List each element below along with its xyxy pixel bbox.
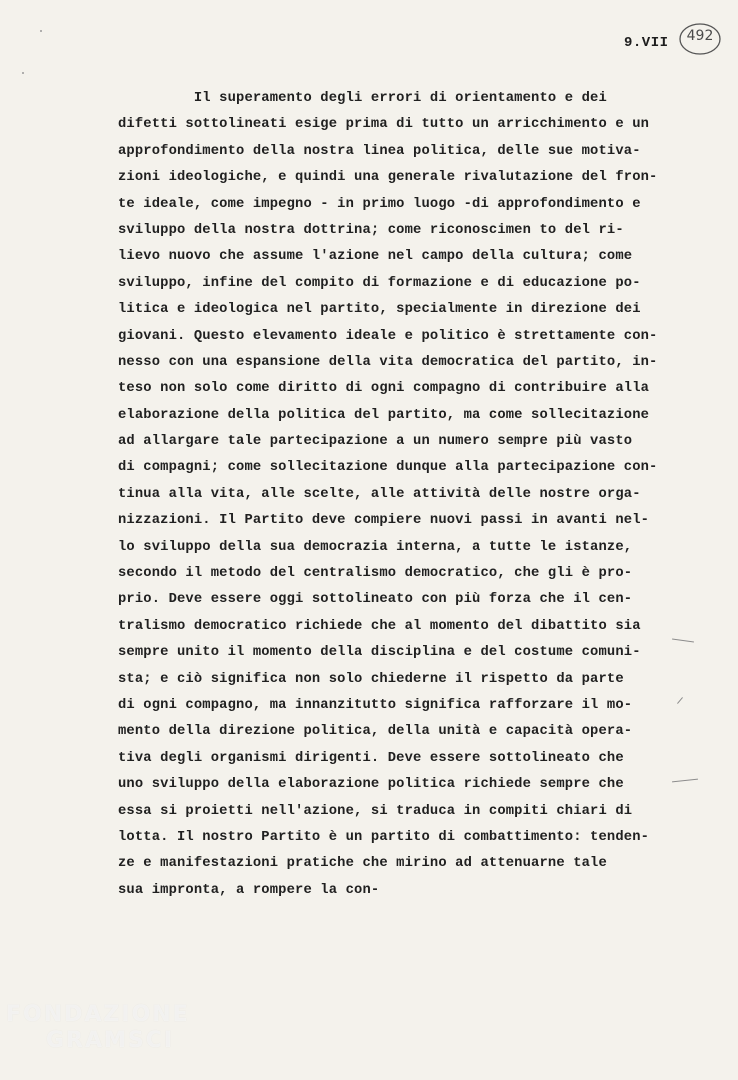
text-line: nizzazioni. Il Partito deve compiere nuovi passi in avanti nel-: [118, 513, 650, 529]
text-line: tralismo democratico richiede che al momento del dibattito sia: [118, 618, 641, 634]
archive-number: 492: [686, 28, 714, 44]
watermark-logo: [6, 1002, 190, 1054]
text-line: prio. Deve essere oggi sottolineato con più forza che il cen-: [118, 592, 633, 608]
text-line: sta; e ciò significa non solo chiederne il rispetto da parte: [118, 671, 624, 687]
text-line: essa si proietti nell'azione, si traduca in compiti chiari di: [118, 803, 633, 819]
text-line: te ideale, come impegno - in primo luogo -di approfondimento e: [118, 196, 641, 212]
text-line: sviluppo, infine del compito di formazione e di educazione po-: [118, 275, 641, 291]
text-line: sempre unito il momento della disciplina e del costume comuni-: [118, 645, 641, 661]
text-line: elaborazione della politica del partito, ma come sollecitazione: [118, 407, 650, 423]
text-line: sua impronta, a rompere la con-: [118, 882, 380, 898]
text-line: ad allargare tale partecipazione a un numero sempre più vasto: [118, 434, 633, 450]
text-line: sviluppo della nostra dottrina; come riconoscimen to del ri-: [118, 222, 624, 238]
text-line: mento della direzione politica, della unità e capacità opera-: [118, 724, 633, 740]
text-line: teso non solo come diritto di ogni compagno di contribuire alla: [118, 381, 650, 397]
text-line: tiva degli organismi dirigenti. Deve essere sottolineato che: [118, 750, 624, 766]
text-line: ze e manifestazioni pratiche che mirino ad attenuarne tale: [118, 856, 607, 872]
text-line: giovani. Questo elevamento ideale e politico è strettamente con-: [118, 328, 658, 344]
typewritten-body: [118, 86, 678, 904]
paper-speck: [40, 30, 42, 32]
text-line: litica e ideologica nel partito, specialmente in direzione dei: [118, 302, 641, 318]
text-line: nesso con una espansione della vita democratica del partito, in-: [118, 354, 658, 370]
text-line: zioni ideologiche, e quindi una generale rivalutazione del fron-: [118, 170, 658, 186]
text-line: di ogni compagno, ma innanzitutto significa rafforzare il mo-: [118, 697, 633, 713]
text-line: tinua alla vita, alle scelte, alle attività delle nostre orga-: [118, 486, 641, 502]
watermark-line: FONDAZIONE: [6, 1002, 190, 1027]
text-line: lo sviluppo della sua democrazia interna, a tutte le istanze,: [118, 539, 633, 555]
text-line: secondo il metodo del centralismo democratico, che gli è pro-: [118, 566, 633, 582]
text-line: lotta. Il nostro Partito è un partito di combattimento: tenden-: [118, 829, 650, 845]
archive-number-stamp: [677, 20, 723, 58]
text-line: di compagni; come sollecitazione dunque alla partecipazione con-: [118, 460, 658, 476]
text-line: approfondimento della nostra linea politica, delle sue motiva-: [118, 143, 641, 159]
text-line: uno sviluppo della elaborazione politica richiede sempre che: [118, 777, 624, 793]
watermark-line: GRAMSCI: [46, 1028, 175, 1053]
page-number: 9.VII: [624, 35, 669, 51]
paper-speck: [22, 72, 24, 74]
text-line: difetti sottolineati esige prima di tutto un arricchimento e un: [118, 117, 650, 133]
text-line: Il superamento degli errori di orientamento e dei: [118, 91, 607, 106]
text-line: lievo nuovo che assume l'azione nel campo della cultura; come: [118, 249, 633, 265]
